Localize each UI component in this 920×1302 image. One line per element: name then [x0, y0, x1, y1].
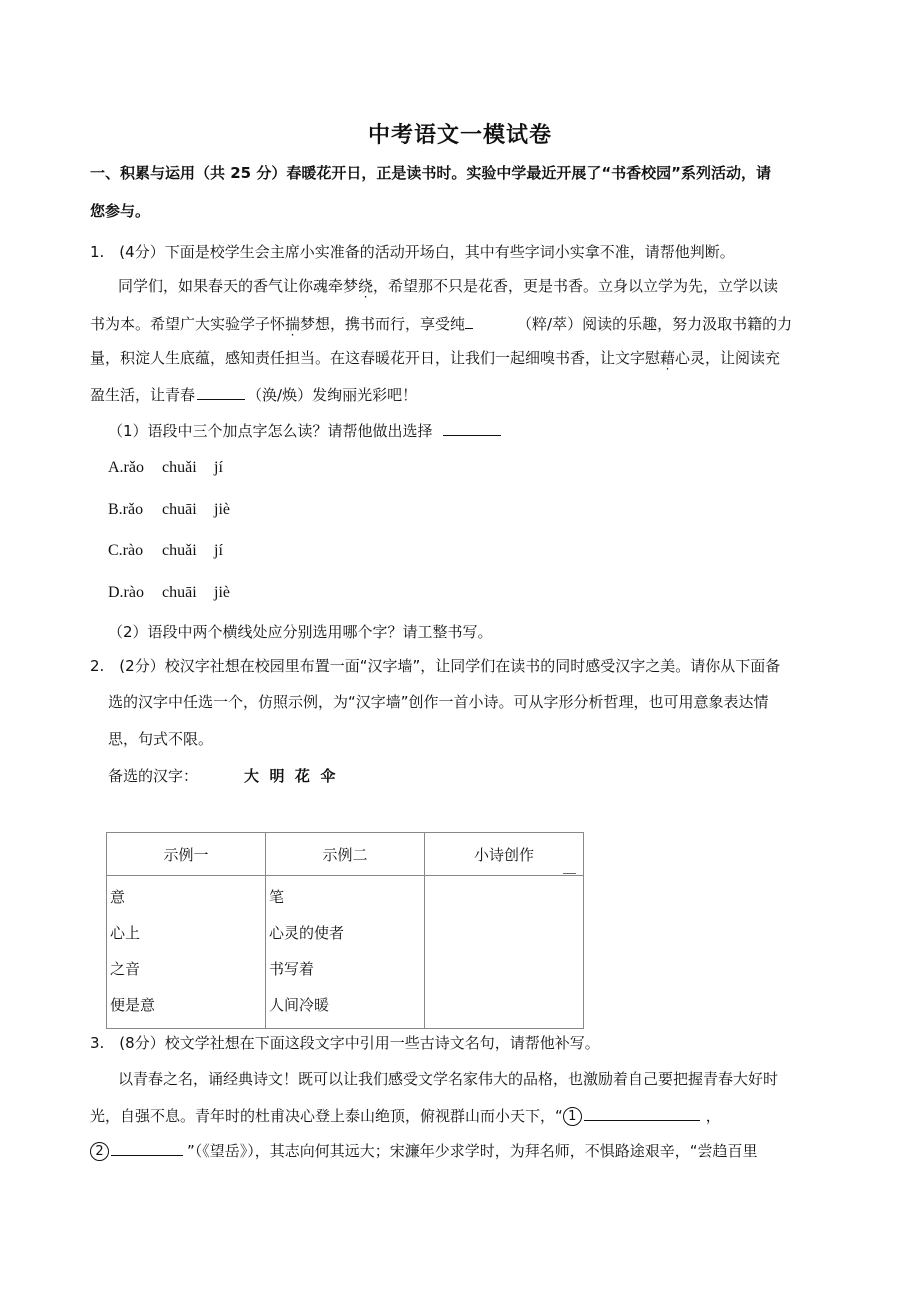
poem-table — [106, 832, 584, 1029]
table-row — [107, 876, 584, 1029]
option-label: C.rào — [108, 542, 144, 559]
q1-sub2: （2）语段中两个横线处应分别选用哪个字？请工整书写。 — [108, 623, 493, 641]
sub-question-text: （1）语段中三个加点字怎么读？请帮他做出选择 — [108, 422, 433, 440]
q3-line2 — [90, 1105, 721, 1126]
option-label: B.rǎo — [108, 501, 144, 518]
option-c[interactable] — [108, 542, 223, 560]
q3-line1: 以青春之名，诵经典诗文！既可以让我们感受文学名家伟大的品格，也激励着自己要把握青春大好时 — [118, 1070, 779, 1088]
candidate-chars: 大 明 花 伞 — [244, 767, 336, 785]
poem-line: 心灵的使者 — [269, 924, 345, 942]
q2-candidates — [108, 766, 335, 786]
table-header: 示例一 — [107, 833, 266, 876]
table-header: 小诗创作 — [425, 833, 584, 876]
passage-text: 书为本。希望广大实验学子怀 — [90, 315, 286, 333]
passage-text: 量，积淀人生底蕴，感知责任担当。在这春暖花开日，让我们一起细嗅书香，让文字慰 — [90, 349, 661, 367]
example2-cell — [266, 876, 425, 1029]
passage-text: ”（《望岳》），其志向何其远大；宋濂年少求学时，为拜名师，不惧路途艰辛，“尝趋百里 — [187, 1142, 758, 1160]
option-pinyin: chuǎi — [162, 542, 197, 559]
exam-title: 中考语文一模试卷 — [367, 123, 552, 148]
answer-blank[interactable] — [465, 313, 473, 329]
poem-creation-cell[interactable] — [425, 876, 584, 1029]
answer-blank-2[interactable] — [111, 1140, 183, 1156]
poem-line: 之音 — [110, 960, 141, 978]
candidates-label: 备选的汉字： — [108, 767, 199, 785]
passage-text: 光，自强不息。青年时的杜甫决心登上泰山绝顶，俯视群山而小天下，“ — [90, 1107, 563, 1125]
answer-blank[interactable] — [443, 420, 501, 436]
option-pinyin: chuāi — [162, 501, 197, 518]
q3-header: 3. (8分）校文学社想在下面这段文字中引用一些古诗文名句，请帮他补写。 — [90, 1034, 600, 1052]
passage-text: （粹/萃）阅读的乐趣，努力汲取书籍的力 — [517, 315, 793, 333]
q2-line1: 2. (2分）校汉字社想在校园里布置一面“汉字墙”，让同学们在读书的同时感受汉字之美。请你从下面备 — [90, 657, 781, 675]
option-label: D.rào — [108, 584, 144, 601]
q3-line3 — [90, 1140, 758, 1161]
section1-heading-line2: 您参与。 — [90, 202, 151, 220]
option-d[interactable] — [108, 584, 230, 602]
passage-text: 同学们，如果春天的香气让你魂牵梦 — [118, 277, 359, 295]
section1-heading-line1: 一、积累与运用（共 25 分）春暖花开日，正是读书时。实验中学最近开展了“书香校园”系列活动，请 — [90, 164, 772, 182]
table-header-row — [107, 833, 584, 876]
option-pinyin: jiè — [214, 584, 230, 601]
option-pinyin: jí — [214, 542, 223, 559]
dotted-char: 揣 — [285, 315, 301, 333]
q1-passage-line3 — [90, 348, 780, 368]
table-header: 示例二 — [266, 833, 425, 876]
passage-text: （涣/焕）发绚丽光彩吧！ — [247, 386, 418, 404]
q1-sub1 — [108, 420, 501, 441]
answer-blank[interactable] — [197, 384, 245, 400]
table-mark — [563, 873, 576, 874]
poem-line: 人间冷暖 — [269, 996, 330, 1014]
marker-2: 2 — [90, 1142, 109, 1161]
poem-line: 笔 — [269, 888, 285, 906]
marker-1: 1 — [563, 1107, 582, 1126]
passage-text: ，希望那不只是花香，更是书香。立身以立学为先，立学以读 — [373, 277, 779, 295]
option-b[interactable] — [108, 501, 230, 519]
answer-blank-1[interactable] — [584, 1105, 700, 1121]
passage-text: 心灵，让阅读充 — [675, 349, 781, 367]
q1-passage-line2 — [90, 313, 792, 334]
poem-line: 便是意 — [110, 996, 156, 1014]
passage-text: 梦想，携书而行，享受纯 — [300, 315, 466, 333]
poem-line: 心上 — [110, 924, 141, 942]
option-pinyin: chuāi — [162, 584, 197, 601]
poem-line: 意 — [110, 888, 126, 906]
option-pinyin: jí — [214, 459, 223, 476]
option-label: A.rǎo — [108, 459, 144, 476]
q1-passage-line1 — [118, 276, 778, 296]
dotted-char: 藉 — [660, 349, 676, 367]
q1-passage-line4 — [90, 384, 417, 405]
dotted-char: 绕 — [358, 277, 374, 295]
passage-text: 盈生活，让青春 — [90, 386, 196, 404]
q2-line2: 选的汉字中任选一个，仿照示例，为“汉字墙”创作一首小诗。可从字形分析哲理，也可用意象表达情 — [108, 693, 769, 711]
passage-text: ， — [705, 1107, 721, 1125]
q1-header: 1. (4分）下面是校学生会主席小实准备的活动开场白，其中有些字词小实拿不准，请帮他判断。 — [90, 243, 735, 261]
option-a[interactable] — [108, 459, 223, 477]
example1-cell — [107, 876, 266, 1029]
option-pinyin: jiè — [214, 501, 230, 518]
poem-line: 书写着 — [269, 960, 315, 978]
q2-line3: 思，句式不限。 — [108, 730, 214, 748]
option-pinyin: chuǎi — [162, 459, 197, 476]
